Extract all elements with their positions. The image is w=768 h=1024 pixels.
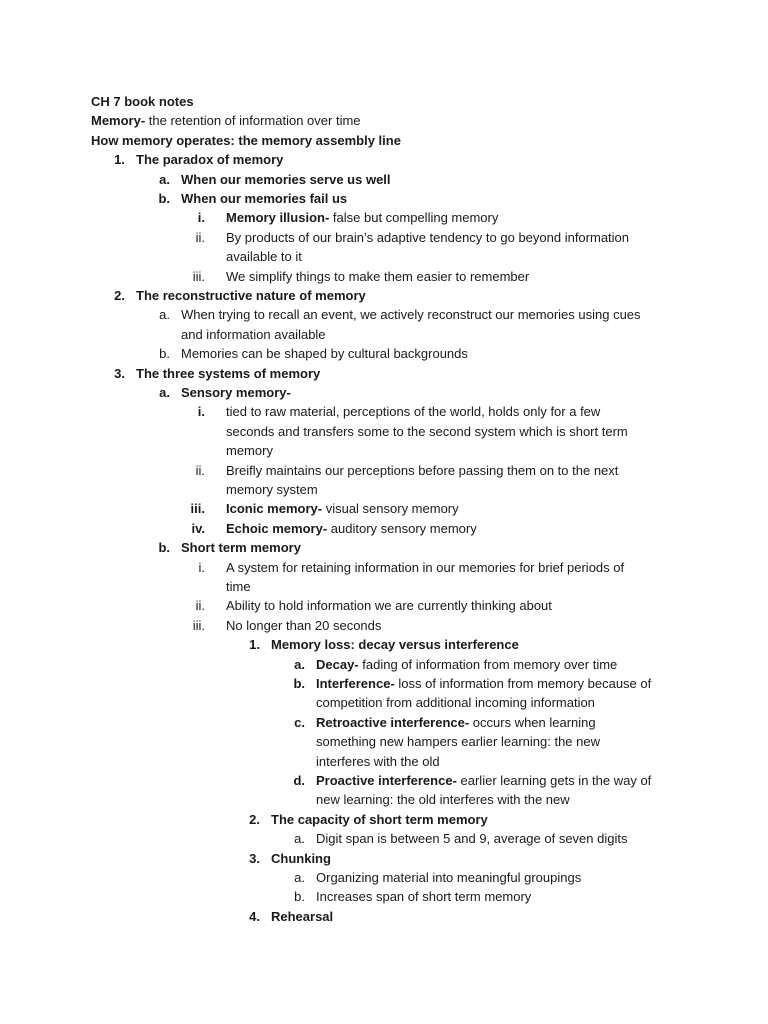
list-marker: 1. xyxy=(249,637,260,653)
list-marker: a. xyxy=(294,870,305,885)
list-item-text: We simplify things to make them easier to remember xyxy=(226,268,530,284)
list-item-title: Sensory memory- xyxy=(181,385,291,400)
outline-item-3a-ii xyxy=(0,461,768,480)
list-item-text-continued: new learning: the old interferes with the new xyxy=(316,792,570,808)
list-marker: a. xyxy=(294,656,305,672)
term: Proactive interference- xyxy=(316,773,457,788)
outline-item-2b xyxy=(0,344,768,363)
list-marker: a. xyxy=(159,307,170,323)
list-item-text xyxy=(316,674,651,693)
outline-item-3a-ii-cont xyxy=(0,480,768,499)
list-marker: 1. xyxy=(114,152,125,168)
outline-item-1b-iii xyxy=(0,267,768,286)
document-title: CH 7 book notes xyxy=(91,94,194,109)
list-marker: a. xyxy=(159,171,170,187)
term: Echoic memory- xyxy=(226,520,328,536)
outline-item-proactive xyxy=(0,771,768,790)
list-item-text: tied to raw material, perceptions of the world, holds only for a few xyxy=(226,404,601,420)
list-marker: b. xyxy=(158,540,170,556)
outline-item-interference xyxy=(0,674,768,693)
list-marker: 3. xyxy=(249,850,260,866)
list-marker: a. xyxy=(159,385,170,400)
list-item-text: Digit span is between 5 and 9, average of seven digits xyxy=(316,831,628,847)
list-item-text: No longer than 20 seconds xyxy=(226,617,382,633)
list-item-text-continued: competition from additional incoming information xyxy=(316,695,595,711)
list-item-text: A system for retaining information in our memories for brief periods of xyxy=(226,559,625,575)
list-item-text xyxy=(316,655,617,674)
term: Interference- xyxy=(316,676,395,691)
list-item-text xyxy=(226,208,498,227)
list-marker: d. xyxy=(293,773,305,788)
outline-item-chunking-b xyxy=(0,887,768,906)
outline-item-1b-ii xyxy=(0,228,768,247)
section-heading-line xyxy=(0,131,768,150)
outline-item-retroactive xyxy=(0,713,768,732)
list-item-text: Increases span of short term memory xyxy=(316,889,532,905)
memory-definition-body: the retention of information over time xyxy=(145,113,361,129)
list-item-text xyxy=(226,519,477,538)
outline-item-1b-ii-cont xyxy=(0,247,768,266)
list-item-title: The capacity of short term memory xyxy=(271,811,488,827)
outline-item-1b xyxy=(0,189,768,208)
list-item-text xyxy=(316,713,596,732)
list-item-title: Short term memory xyxy=(181,540,301,556)
outline-item-3b-iii xyxy=(0,616,768,635)
list-marker: ii. xyxy=(195,462,205,478)
outline-item-1 xyxy=(0,150,768,169)
outline-item-3a-iii xyxy=(0,499,768,518)
outline-item-1a xyxy=(0,170,768,189)
list-item-text xyxy=(226,499,459,518)
list-marker: iii. xyxy=(192,268,205,284)
term-definition: loss of information from memory because of xyxy=(394,676,652,691)
list-marker: c. xyxy=(294,714,305,730)
list-item-text: By products of our brain’s adaptive tendency to go beyond information xyxy=(226,229,630,245)
outline-item-3b-iii-1 xyxy=(0,635,768,654)
list-item-text: Organizing material into meaningful groupings xyxy=(316,870,582,885)
list-marker: iii. xyxy=(192,617,205,633)
term-definition: fading of information from memory over time xyxy=(358,656,618,672)
outline-item-3a xyxy=(0,383,768,402)
term-definition: occurs when learning xyxy=(469,714,596,730)
term: Retroactive interference- xyxy=(316,714,470,730)
list-marker: ii. xyxy=(195,598,205,614)
outline-item-2a-cont xyxy=(0,325,768,344)
outline-item-3b-iii-2 xyxy=(0,810,768,829)
outline-item-3a-iv xyxy=(0,519,768,538)
outline-item-3a-i-cont xyxy=(0,422,768,441)
outline-item-proactive-cont xyxy=(0,790,768,809)
list-marker: 4. xyxy=(249,908,260,924)
memory-term: Memory- xyxy=(91,113,146,129)
outline-item-1b-i xyxy=(0,208,768,227)
list-item-text-continued: and information available xyxy=(181,326,326,342)
term-definition: false but compelling memory xyxy=(329,210,499,226)
memory-definition xyxy=(0,111,768,130)
term: Decay- xyxy=(316,656,359,672)
list-item-text xyxy=(316,771,651,790)
list-item-text: When our memories fail us xyxy=(181,191,348,206)
list-item-text-continued: available to it xyxy=(226,249,302,265)
outline-item-retroactive-cont xyxy=(0,732,768,751)
document-title-line xyxy=(0,92,768,111)
memory-definition-text xyxy=(91,111,361,130)
term: Iconic memory- xyxy=(226,501,323,517)
list-marker: i. xyxy=(197,404,205,420)
list-item-title: Chunking xyxy=(271,850,331,866)
list-item-text-continued: time xyxy=(226,579,251,594)
outline-item-chunking-a xyxy=(0,868,768,887)
list-marker: 3. xyxy=(114,365,125,381)
outline-item-2a xyxy=(0,305,768,324)
term-definition: earlier learning gets in the way of xyxy=(456,773,652,788)
list-marker: b. xyxy=(294,889,305,905)
list-marker: 2. xyxy=(249,811,260,827)
term-definition: auditory sensory memory xyxy=(327,520,477,536)
list-item-title: Memory loss: decay versus interference xyxy=(271,637,519,653)
list-marker: b. xyxy=(159,346,170,362)
outline-item-3b-iii-4 xyxy=(0,907,768,926)
outline-item-decay xyxy=(0,655,768,674)
outline-item-3b xyxy=(0,538,768,557)
list-item-text: When trying to recall an event, we actively reconstruct our memories using cues xyxy=(181,307,641,323)
list-item-title: Rehearsal xyxy=(271,908,334,924)
list-item-text-continued: interferes with the old xyxy=(316,753,440,769)
outline-item-3b-i xyxy=(0,558,768,577)
list-marker: 2. xyxy=(114,288,125,303)
list-marker: iii. xyxy=(190,501,205,517)
outline-item-interference-cont xyxy=(0,693,768,712)
list-item-text: Ability to hold information we are currently thinking about xyxy=(226,598,552,614)
list-marker: i. xyxy=(198,559,205,575)
outline-item-3 xyxy=(0,364,768,383)
list-item-text-continued: something new hampers earlier learning: the new xyxy=(316,734,600,750)
list-marker: a. xyxy=(294,831,305,847)
list-item-text-continued: memory system xyxy=(226,482,318,497)
list-marker: b. xyxy=(293,676,305,691)
list-item-text-continued: seconds and transfers some to the second system which is short term xyxy=(226,423,628,439)
list-item-title: The paradox of memory xyxy=(136,152,284,168)
list-marker: iv. xyxy=(191,520,205,536)
list-item-text: Memories can be shaped by cultural backgrounds xyxy=(181,346,468,362)
outline-item-retroactive-cont2 xyxy=(0,752,768,771)
outline-item-3b-ii xyxy=(0,596,768,615)
outline-item-3b-iii-3 xyxy=(0,849,768,868)
section-heading: How memory operates: the memory assembly line xyxy=(91,132,401,148)
term: Memory illusion- xyxy=(226,210,330,226)
list-item-title: The reconstructive nature of memory xyxy=(136,288,366,303)
outline-item-3a-i xyxy=(0,402,768,421)
list-item-title: The three systems of memory xyxy=(136,365,321,381)
list-item-text-continued: memory xyxy=(226,443,273,459)
outline-item-2 xyxy=(0,286,768,305)
list-item-text: Breifly maintains our perceptions before passing them on to the next xyxy=(226,462,619,478)
list-marker: ii. xyxy=(195,229,205,245)
list-marker: i. xyxy=(197,210,205,226)
outline-item-3a-i-cont2 xyxy=(0,441,768,460)
outline-item-digit-span xyxy=(0,829,768,848)
term-definition: visual sensory memory xyxy=(322,501,459,517)
list-item-text: When our memories serve us well xyxy=(181,171,391,187)
list-marker: b. xyxy=(158,191,170,206)
outline-item-3b-i-cont xyxy=(0,577,768,596)
